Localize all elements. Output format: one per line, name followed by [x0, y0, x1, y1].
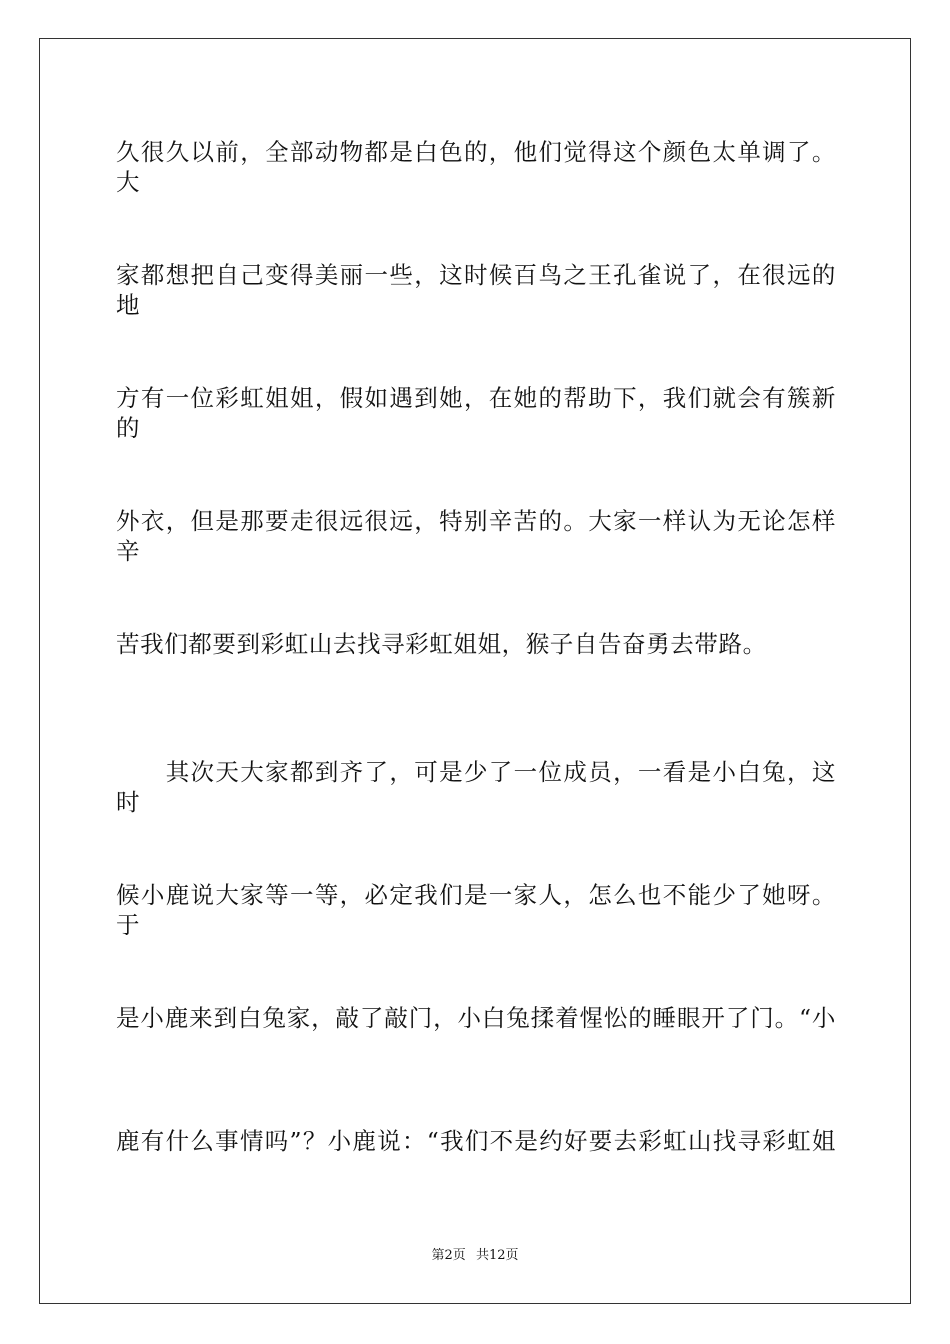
text-line: 久很久以前，全部动物都是白色的，他们觉得这个颜色太单调了。大 — [116, 138, 836, 196]
text-line: 苦我们都要到彩虹山去找寻彩虹姐姐，猴子自告奋勇去带路。 — [116, 630, 767, 658]
page-number: 第2页 — [431, 1248, 466, 1263]
text-line: 方有一位彩虹姐姐，假如遇到她，在她的帮助下，我们就会有簇新的 — [116, 384, 836, 442]
text-line: 其次天大家都到齐了，可是少了一位成员，一看是小白兔，这时 — [116, 758, 836, 816]
page-total: 共12页 — [475, 1248, 519, 1263]
text-line: 外衣，但是那要走很远很远，特别辛苦的。大家一样认为无论怎样辛 — [116, 507, 836, 565]
page-border — [39, 38, 911, 1304]
text-line: 家都想把自己变得美丽一些，这时候百鸟之王孔雀说了，在很远的地 — [116, 261, 836, 319]
text-line: 是小鹿来到白兔家，敲了敲门，小白兔揉着惺忪的睡眼开了门。“小 — [116, 1004, 836, 1032]
text-line: 候小鹿说大家等一等，必定我们是一家人，怎么也不能少了她呀。于 — [116, 881, 836, 939]
page-footer — [0, 1247, 950, 1265]
text-line: 鹿有什么事情吗”？小鹿说：“我们不是约好要去彩虹山找寻彩虹姐 — [116, 1127, 836, 1155]
